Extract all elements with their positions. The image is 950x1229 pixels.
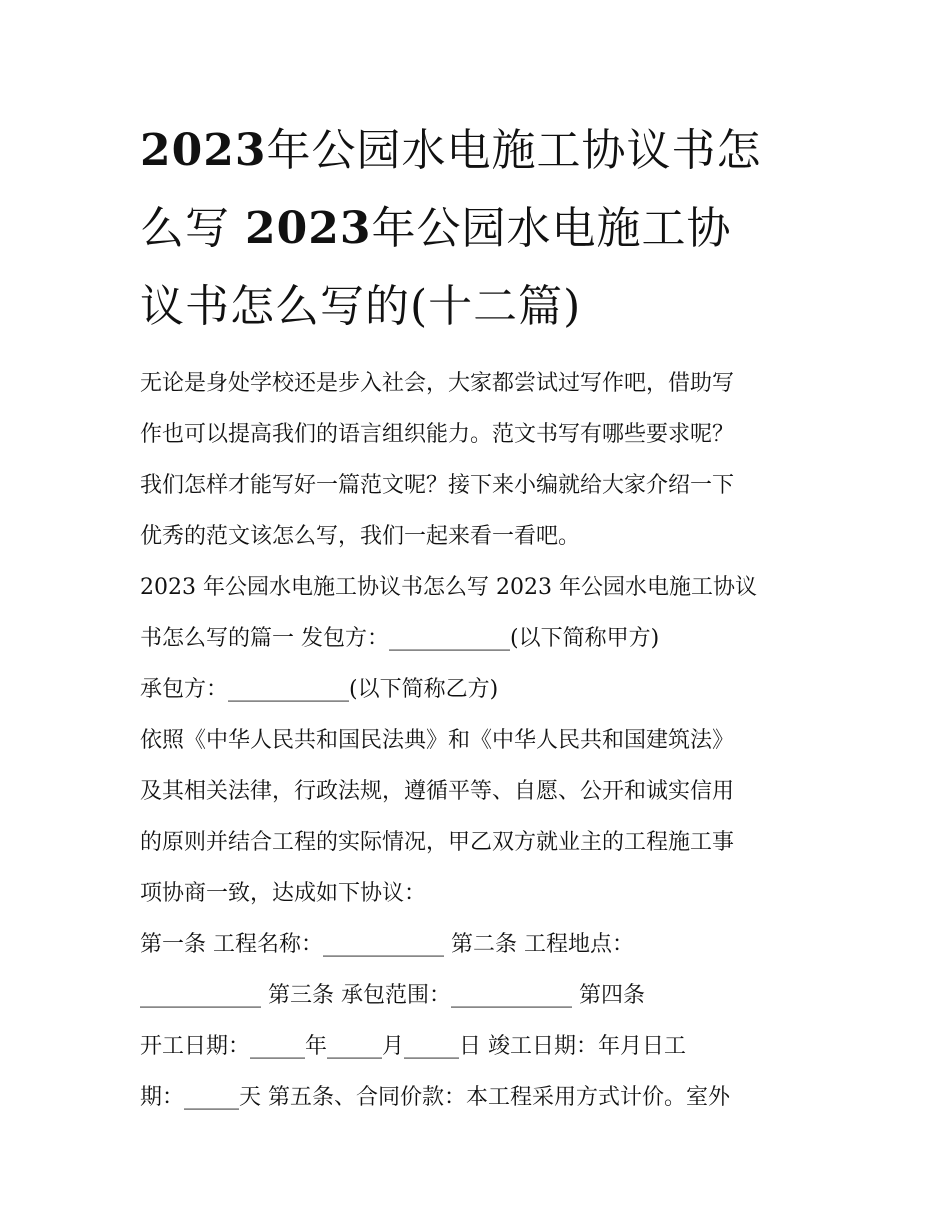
- body-line: 作也可以提高我们的语言组织能力。范文书写有哪些要求呢？: [140, 422, 735, 447]
- document-body: [140, 358, 820, 1123]
- body-line: 承包方：___________(以下简称乙方): [140, 677, 499, 702]
- title-year: 2023: [140, 125, 267, 176]
- document-page: [140, 112, 820, 1123]
- body-line: 无论是身处学校还是步入社会，大家都尝试过写作吧，借助写: [140, 371, 735, 396]
- body-line: 及其相关法律，行政法规，遵循平等、自愿、公开和诚实信用: [140, 779, 735, 804]
- body-line: 的原则并结合工程的实际情况，甲乙双方就业主的工程施工事: [140, 830, 735, 855]
- title-text: 么写: [140, 203, 245, 254]
- body-line: 我们怎样才能写好一篇范文呢？接下来小编就给大家介绍一下: [140, 473, 735, 498]
- body-line: 优秀的范文该怎么写，我们一起来看一看吧。: [140, 524, 581, 549]
- body-line: 项协商一致，达成如下协议：: [140, 881, 427, 906]
- title-text: 年公园水电施工协: [371, 203, 732, 254]
- body-line: 书怎么写的篇一 发包方：___________(以下简称甲方): [140, 626, 660, 651]
- title-text: 年公园水电施工协议书怎: [266, 125, 762, 176]
- title-line-3: 议书怎么写的(十二篇): [140, 281, 582, 332]
- title-year: 2023: [245, 203, 372, 254]
- body-line: 开工日期：_____年_____月_____日 竣工日期：年月日工: [140, 1034, 686, 1059]
- body-line: ___________ 第三条 承包范围：___________ 第四条: [140, 983, 645, 1008]
- title-line-2: [140, 190, 820, 268]
- body-line: 第一条 工程名称：___________ 第二条 工程地点：: [140, 932, 634, 957]
- title-line-1: [140, 112, 820, 190]
- document-title: [140, 112, 820, 346]
- body-line: 依照《中华人民共和国民法典》和《中华人民共和国建筑法》: [140, 728, 735, 753]
- body-line: 期：_____天 第五条、合同价款：本工程采用方式计价。室外: [140, 1085, 730, 1110]
- body-line: 2023 年公园水电施工协议书怎么写 2023 年公园水电施工协议: [140, 575, 757, 600]
